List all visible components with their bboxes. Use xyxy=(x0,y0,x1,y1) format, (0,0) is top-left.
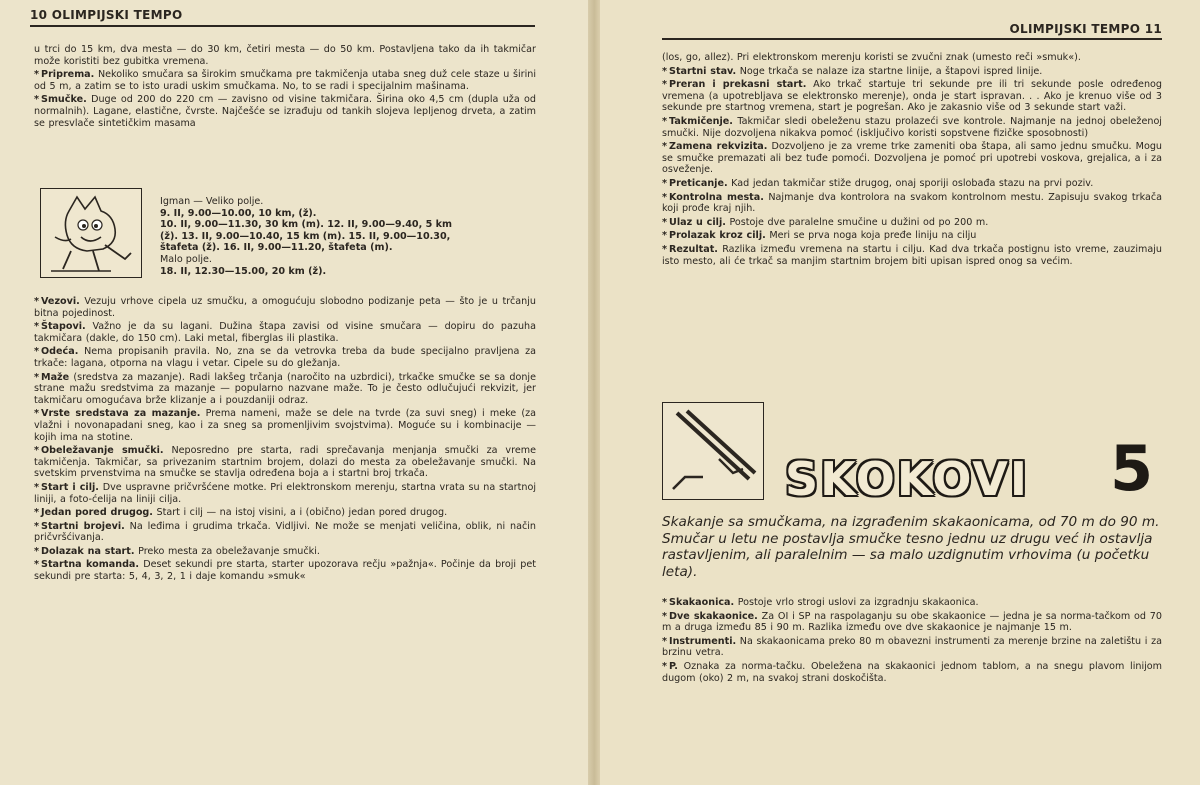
para-text: Start i cilj — na istoj visini, a i (obično) jedan pored drugog. xyxy=(156,507,448,519)
para-preran-start: * Preran i prekasni start. Ako trkač startuje tri sekunde pre ili tri sekunde posle određenog vremena (a upotrebljava se elektronsko merenje), onda je start ispravan. . . Ako je krenuo više od 3 sekunde pre startnog vremena, start je pogrešan. Ako je zakasnio više od 3 sekunde start važi. xyxy=(662,79,1162,114)
right-top-text xyxy=(662,52,1162,269)
para-text: Nema propisanih pravila. No, zna se da vetrovka treba da bude specijalno pravljena za trkače: lagana, otporna na vlagu i vetar. Cipele su do gležanja. xyxy=(34,346,536,369)
para-text: Takmičar sledi obeleženu stazu prolazeći sve kontrole. Najmanje na jednoj obeleženoj smučki. Nije dozvoljena nikakva pomoć (isključivo koristi sopstvene fizičke sposobnosti) xyxy=(662,115,1162,139)
ski-jump-illustration xyxy=(662,402,764,500)
para-text: Neposredno pre starta, radi sprečavanja menjanja smučki za vreme takmičenja. Takmičar, sa privezanim startnim brojem, dolazi do mesta za obeležavanje smučki. Na svetskim prvenstvima na smučke se stavlja određena boja a i startni broj trkača. xyxy=(34,445,536,480)
igman-schedule xyxy=(160,196,510,277)
right-page xyxy=(600,0,1200,785)
para-ulaz-cilj: * Ulaz u cilj. Postoje dve paralelne smučine u dužini od po 200 m. xyxy=(662,216,989,228)
para-skakaonica: * Skakaonica. Postoje vrlo strogi uslovi za izgradnju skakaonica. xyxy=(662,597,979,608)
para-term: Vrste sredstava za mazanje. xyxy=(41,408,201,420)
para-p: * P. Oznaka za norma-tačku. Obeležena na skakaonici jednom tablom, a na snegu plavom linijom dugom (oko) 2 m, na svakoj strani doskočišta. xyxy=(662,660,1162,684)
para-rezultat: * Rezultat. Razlika između vremena na startu i cilju. Kad dva trkača postignu isto vreme, zauzimaju isto mesto, ali će trkač sa manjim startnim brojem biti upisan ispred onog sa većim. xyxy=(662,243,1162,267)
para-term: Maže xyxy=(41,371,70,383)
para-jedan-pored: * Jedan pored drugog. Start i cilj — na istoj visini, a i (obično) jedan pored drugog. xyxy=(34,507,448,519)
para-text: Oznaka za norma-tačku. Obeležena na skakaonici jednom tablom, a na snegu plavom linijom dugom (oko) 2 m, na svakoj strani doskočišta. xyxy=(662,660,1162,684)
schedule-line: 18. II, 12.30—15.00, 20 km (ž). xyxy=(160,265,327,277)
para-term: Ulaz u cilj. xyxy=(669,216,726,228)
para-startni-brojevi: * Startni brojevi. Na leđima i grudima trkača. Vidljivi. Ne može se menjati veličina, oblik, ni način pričvršćivanja. xyxy=(34,520,537,544)
schedule-line: (ž). 13. II, 9.00—10.40, 15 km (m). 15. II, 9.00—10.30, xyxy=(160,230,451,242)
chapter-number: 5 xyxy=(1110,432,1154,505)
para-preticanje: * Preticanje. Kad jedan takmičar stiže drugog, onaj sporiji oslobađa stazu na prvi poziv. xyxy=(662,177,1094,189)
right-head-rule xyxy=(662,38,1162,40)
para-startni-stav: * Startni stav. Noge trkača se nalaze iza startne linije, a štapovi ispred linije. xyxy=(662,65,1043,77)
para-term: Rezultat. xyxy=(669,243,718,255)
para-text: Ako trkač startuje tri sekunde pre ili tri sekunde posle određenog vremena (a upotrebljava se elektronsko merenje), onda je start ispravan. . . Ako je krenuo više od 3 sekunde pre startnog vremena, start je pogrešan. Ako je zakasnio više od 3 sekunde start važi. xyxy=(662,79,1162,114)
para-obelezavanje: * Obeležavanje smučki. Neposredno pre starta, radi sprečavanja menjanja smučki za vreme takmičenja. Takmičar, sa privezanim startnim brojem, dolazi do mesta za obeležavanje smučki. Na svetskim prvenstvima na smučke se stavlja određena boja a i startni broj trkača. xyxy=(34,445,536,480)
para-startna-komanda: * Startna komanda. Deset sekundi pre starta, starter upozorava rečju »pažnja«. Počinje da broji pet sekundi pre starta: 5, 4, 3, 2, 1 i daje komandu »smuk« xyxy=(34,559,536,583)
para-text: Preko mesta za obeležavanje smučki. xyxy=(138,545,320,557)
para-text: Dve uspravne pričvršćene motke. Pri elektronskom merenju, startna vrata su na startnoj liniji, a foto-ćelija na liniji cilja. xyxy=(34,481,536,505)
para-term: Vezovi. xyxy=(41,296,80,307)
para-term: Jedan pored drugog. xyxy=(41,507,153,519)
ski-jump-icon xyxy=(663,403,763,499)
para-continuation: (los, go, allez). Pri elektronskom merenju koristi se zvučni znak (umesto reči »smuk«). xyxy=(662,52,1081,63)
para-term: Instrumenti. xyxy=(669,635,737,647)
right-running-head: OLIMPIJSKI TEMPO 11 xyxy=(1009,22,1162,36)
para-stapovi: * Štapovi. Važno je da su lagani. Dužina štapa zavisi od visine smučara — dopiru do pazuha takmičara (dakle, do 150 cm). Laki metal, fiberglas ili plastika. xyxy=(34,321,536,344)
para-term: Startna komanda. xyxy=(41,559,140,571)
para-term: Startni stav. xyxy=(669,65,737,77)
para-text: Na leđima i grudima trkača. Vidljivi. Ne može se menjati veličina, oblik, ni način pričvršćivanja. xyxy=(34,520,537,544)
left-bottom-text xyxy=(34,296,536,585)
chapter-lead: Skakanje sa smučkama, na izgrađenim skakaonicama, od 70 m do 90 m. Smučar u letu ne postavlja smučke tesno jednu uz drugu već ih ostavlja rastavljenim, ali paralelnim — sa malo uzdignutim vrhovima (u početku leta). xyxy=(662,514,1160,580)
para-text: Kad jedan takmičar stiže drugog, onaj sporiji oslobađa stazu na prvi poziv. xyxy=(731,177,1094,189)
para-term: Preticanje. xyxy=(669,177,728,189)
para-term: Priprema. xyxy=(41,69,95,81)
para-term: Dolazak na start. xyxy=(41,545,135,557)
para-text: Noge trkača se nalaze iza startne linije, a štapovi ispred linije. xyxy=(739,65,1043,77)
left-top-text xyxy=(34,44,536,131)
schedule-line: 9. II, 9.00—10.00, 10 km, (ž). xyxy=(160,207,317,219)
para-term: Takmičenje. xyxy=(669,115,733,127)
para-odeca: * Odeća. Nema propisanih pravila. No, zna se da vetrovka treba da bude specijalno pravljena za trkače: lagana, otporna na vlagu i vetar. Cipele su do gležanja. xyxy=(34,346,536,369)
intro-line-2: Postavljena tako da ih takmičar može koristiti bez gubitka vremena. xyxy=(34,44,536,67)
para-text: Duge od 200 do 220 cm — zavisno od visine takmičara. Širina oko 4,5 cm (dupla uža od normalnih). Lagane, elastične, čvrste. Najčešće se izrađuju od tankih slojeva lepljenog drveta, a zatim se presvlače sintetičkim masama xyxy=(34,94,536,129)
para-vezovi: * Vezovi. Vezuju vrhove cipela uz smučku, a omogućuju slobodno podizanje peta — što je u trčanju bitna pojedinost. xyxy=(34,296,536,319)
para-term: Smučke. xyxy=(41,94,87,106)
right-bottom-text xyxy=(662,597,1162,686)
schedule-line: Malo polje. xyxy=(160,253,212,265)
schedule-line: štafeta (ž). 16. II, 9.00—11.20, štafeta (m). xyxy=(160,242,393,254)
para-text: Vezuju vrhove cipela uz smučku, a omogućuju slobodno podizanje peta — što je u trčanju bitna pojedinost. xyxy=(34,296,536,319)
para-takmicenje: * Takmičenje. Takmičar sledi obeleženu stazu prolazeći sve kontrole. Najmanje na jednoj obeleženoj smučki. Nije dozvoljena nikakva pomoć (isključivo koristi sopstvene fizičke sposobnosti) xyxy=(662,115,1162,139)
para-start-cilj: * Start i cilj. Dve uspravne pričvršćene motke. Pri elektronskom merenju, startna vrata su na startnoj liniji, a foto-ćelija na liniji cilja. xyxy=(34,481,536,505)
wolf-mascot-illustration xyxy=(40,188,142,278)
para-text: Dozvoljeno je za vreme trke zameniti oba štapa, ali samo jednu smučku. Mogu se smučke premazati ali bez tuđe pomoći. Dozvoljena je pomoć pri upotrebi voskova, grejalica, a i za osveženje. xyxy=(662,141,1162,176)
para-text: Postoje vrlo strogi uslovi za izgradnju skakaonica. xyxy=(737,597,979,608)
para-term: Kontrolna mesta. xyxy=(669,191,764,203)
para-term: Obeležavanje smučki. xyxy=(41,445,164,457)
intro-line-1: u trci do 15 km, dva mesta — do 30 km, četiri mesta — do 50 km. xyxy=(34,44,375,55)
para-text: Meri se prva noga koja pređe liniju na cilju xyxy=(769,230,977,242)
para-dolazak: * Dolazak na start. Preko mesta za obeležavanje smučki. xyxy=(34,545,320,557)
schedule-line: 10. II, 9.00—11.30, 30 km (m). 12. II, 9.00—9.40, 5 km xyxy=(160,219,452,231)
para-text: Na skakaonicama preko 80 m obavezni instrumenti za merenje brzine na zaletištu i za brzinu vetra. xyxy=(662,635,1162,659)
para-text: Nekoliko smučara sa širokim smučkama pre takmičenja utaba sneg duž cele staze u širini od 5 m, a zatim se to isto uradi uskim smučkama. No, to se radi i specijalnim mašinama. xyxy=(34,69,536,92)
para-term: Prolazak kroz cilj. xyxy=(669,230,766,242)
left-running-head: 10 OLIMPIJSKI TEMPO xyxy=(30,8,183,22)
para-text: Prema nameni, maže se dele na tvrde (za suvi sneg) i meke (za vlažni i novonapadani sneg, kao i za sneg sa promenljivim svojstvima). Moguće su i kombinacije — kojih ima na stotine. xyxy=(34,408,536,443)
para-text: Najmanje dva kontrolora na svakom kontrolnom mestu. Zapisuju svakog trkača koji prođe kraj njih. xyxy=(662,191,1162,215)
para-text: Postoje dve paralelne smučine u dužini od po 200 m. xyxy=(729,216,989,228)
left-head-rule xyxy=(30,25,535,27)
para-kontrolna-mesta: * Kontrolna mesta. Najmanje dva kontrolora na svakom kontrolnom mestu. Zapisuju svakog trkača koji prođe kraj njih. xyxy=(662,191,1162,215)
para-priprema: * Priprema. Nekoliko smučara sa širokim smučkama pre takmičenja utaba sneg duž cele staze u širini od 5 m, a zatim se to isto uradi uskim smučkama. No, to se radi i specijalnim mašinama. xyxy=(34,69,536,92)
para-term: Skakaonica. xyxy=(669,597,735,608)
para-maze: * Maže (sredstva za mazanje). Radi lakšeg trčanja (naročito na uzbrdici), trkačke smučke se sa donje strane mažu sredstvima za mazanje — popularno nazvane maže. To je često odlučujući rekvizit, jer takmičaru omogućava brže klizanje a i pouzdaniji odraz. xyxy=(34,371,536,406)
para-dve-skakaonice: * Dve skakaonice. Za OI i SP na raspolaganju su obe skakaonice — jedna je sa norma-tačkom od 70 m a druga između 85 i 90 m. Razlika između ove dve skakaonice je najmanje 15 m. xyxy=(662,610,1162,634)
para-zamena: * Zamena rekvizita. Dozvoljeno je za vreme trke zameniti oba štapa, ali samo jednu smučku. Mogu se smučke premazati ali bez tuđe pomoći. Dozvoljena je pomoć pri upotrebi voskova, grejalica, a i za osveženje. xyxy=(662,141,1162,176)
left-intro xyxy=(34,44,536,67)
chapter-title: SKOKOVI xyxy=(785,452,1029,506)
para-prolazak: * Prolazak kroz cilj. Meri se prva noga koja pređe liniju na cilju xyxy=(662,230,977,242)
para-instrumenti: * Instrumenti. Na skakaonicama preko 80 m obavezni instrumenti za merenje brzine na zaletištu i za brzinu vetra. xyxy=(662,635,1162,659)
para-term: Start i cilj. xyxy=(41,481,99,493)
para-text: Deset sekundi pre starta, starter upozorava rečju »pažnja«. Počinje da broji pet sekundi pre starta: 5, 4, 3, 2, 1 i daje komandu »smuk« xyxy=(34,559,536,583)
para-term: Zamena rekvizita. xyxy=(669,141,768,153)
para-smucke: * Smučke. Duge od 200 do 220 cm — zavisno od visine takmičara. Širina oko 4,5 cm (dupla uža od normalnih). Lagane, elastične, čvrste. Najčešće se izrađuju od tankih slojeva lepljenog drveta, a zatim se presvlače sintetičkim masama xyxy=(34,94,536,129)
para-vrste: * Vrste sredstava za mazanje. Prema nameni, maže se dele na tvrde (za suvi sneg) i meke (za vlažni i novonapadani sneg, kao i za sneg sa promenljivim svojstvima). Moguće su i kombinacije — kojih ima na stotine. xyxy=(34,408,536,443)
para-term: Preran i prekasni start. xyxy=(669,79,807,91)
para-term: Startni brojevi. xyxy=(41,520,125,532)
schedule-line: Igman — Veliko polje. xyxy=(160,196,264,207)
para-text: Važno je da su lagani. Dužina štapa zavisi od visine smučara — dopiru do pazuha takmičara (dakle, do 150 cm). Laki metal, fiberglas ili plastika. xyxy=(34,321,536,344)
para-term: P. xyxy=(669,660,678,672)
left-page xyxy=(0,0,592,785)
para-term: Dve skakaonice. xyxy=(669,610,758,622)
para-text: (sredstva za mazanje). Radi lakšeg trčanja (naročito na uzbrdici), trkačke smučke se sa donje strane mažu sredstvima za mazanje — popularno nazvane maže. To je često odlučujući rekvizit, jer takmičaru omogućava brže klizanje a i pouzdaniji odraz. xyxy=(34,371,536,406)
para-term: Odeća. xyxy=(41,346,79,358)
wolf-mascot-icon xyxy=(41,189,141,277)
para-term: Štapovi. xyxy=(41,321,86,333)
para-text: Razlika između vremena na startu i cilju. Kad dva trkača postignu isto vreme, zauzimaju isto mesto, ali će trkač sa manjim startnim brojem biti upisan ispred onog sa većim. xyxy=(662,243,1162,267)
para-text: Za OI i SP na raspolaganju su obe skakaonice — jedna je sa norma-tačkom od 70 m a druga između 85 i 90 m. Razlika između ove dve skakaonice je najmanje 15 m. xyxy=(662,610,1162,634)
